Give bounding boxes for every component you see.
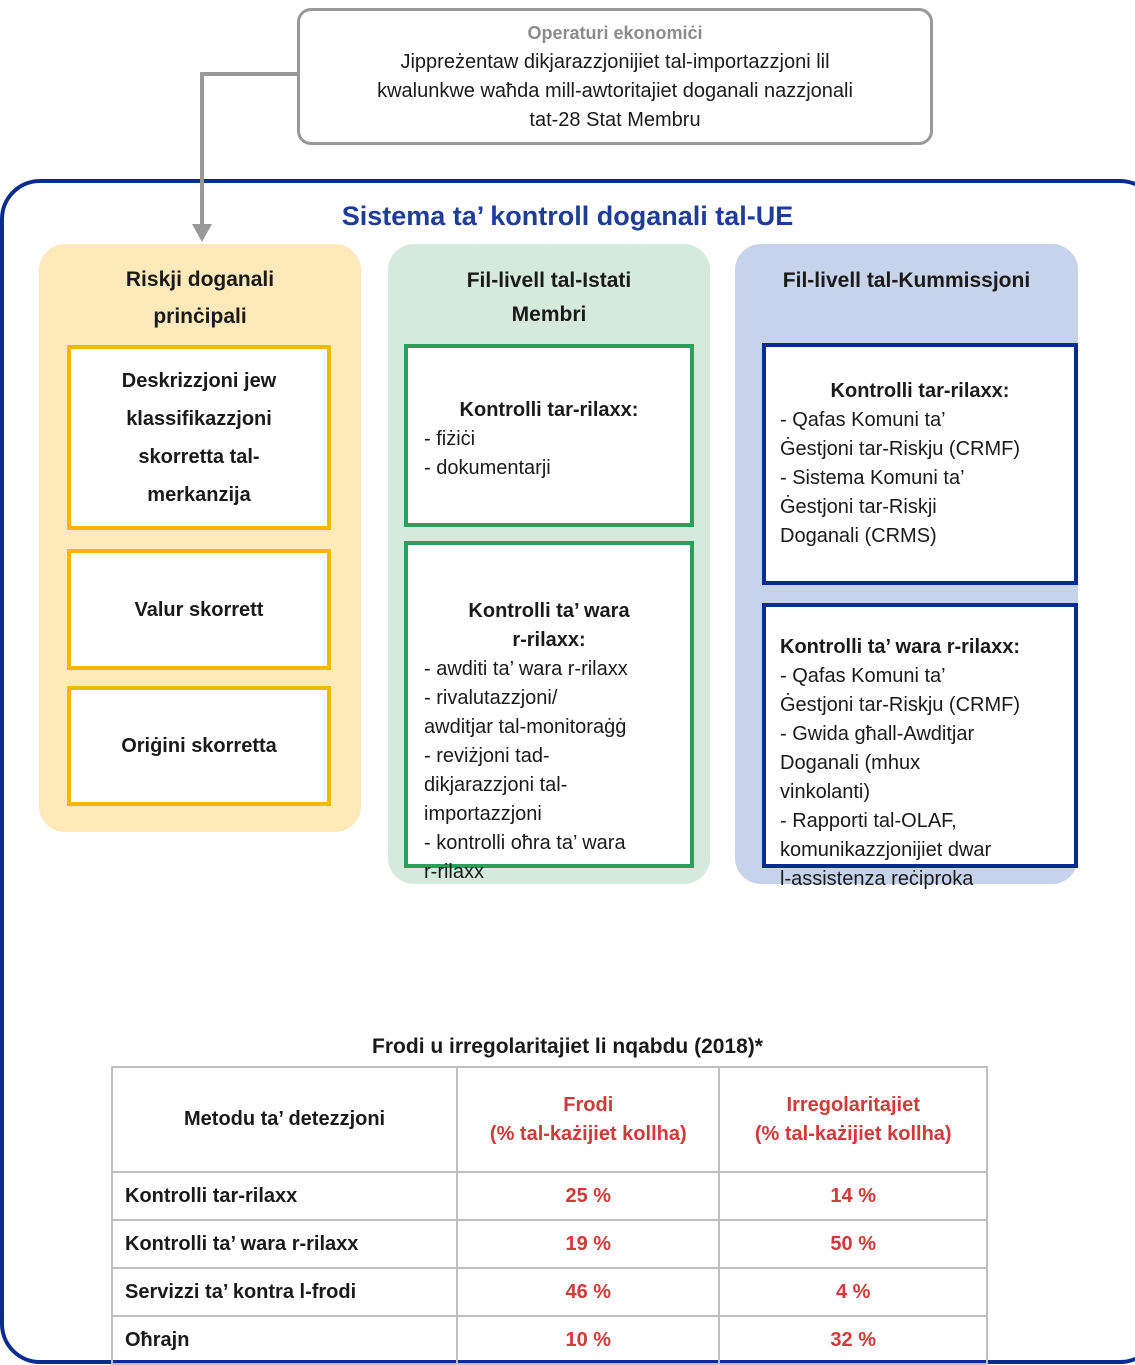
main-risks-heading-line1: Riskji doganali [125,268,275,291]
commission-clearance-controls-card [762,343,1078,585]
operators-box [297,8,933,145]
commission-post-line: - Rapporti tal-OLAF, [780,810,957,832]
detection-table-title: Frodi u irregolaritajiet li nqabdu (2018)* [372,1035,763,1058]
member-states-heading-line2: Membri [511,303,587,326]
risk-origin-label: Oriġini skorretta [121,735,277,757]
row-irregularities-value: 50 % [719,1220,987,1268]
commission-post-line: Doganali (mhux [780,752,921,774]
ms-post-clearance-heading [424,597,690,655]
commission-column [735,244,1078,890]
risk-card-origin [67,686,331,806]
commission-post-line: - Qafas Komuni ta’ [780,665,946,687]
ms-post-line: dikjarazzjoni tal- [424,774,568,796]
ms-clearance-controls-card [404,344,694,527]
main-risks-heading [39,261,361,335]
header-irregularities-line1: Irregolaritajiet [786,1093,920,1116]
header-irregularities [719,1067,987,1172]
ms-post-clearance-controls-card [404,541,694,883]
row-method: Kontrolli ta’ wara r-rilaxx [112,1220,457,1268]
table-header-row [112,1067,987,1172]
commission-post-line: - Gwida għall-Awditjar [780,723,975,745]
header-fraud-line2: (% tal-każijiet kollha) [489,1122,687,1145]
table-row [112,1316,987,1364]
ms-post-line: r-rilaxx [424,861,484,883]
row-fraud-value: 25 % [457,1172,719,1220]
risk-description-line1: Deskrizzjoni jew [121,369,277,392]
commission-post-clearance-heading: Kontrolli ta’ wara r-rilaxx: [780,636,1021,658]
risk-card-value [67,549,331,670]
ms-post-line: - awditi ta’ wara r-rilaxx [424,658,628,680]
ms-post-line: - rivalutazzjoni/ [424,687,558,709]
main-risks-column [39,244,361,832]
ms-post-line: awditjar tal-monitoraġġ [424,716,627,738]
commission-post-line: vinkolanti) [780,781,871,803]
risk-description-line4: merkanzija [147,483,251,506]
ms-clearance-item-documentary: - dokumentarji [424,457,551,479]
operators-text-line3: tat-28 Stat Membru [529,109,701,131]
ms-post-clearance-heading-line2: r-rilaxx: [512,629,586,651]
header-fraud-line1: Frodi [563,1093,614,1116]
risk-description-line2: klassifikazzjoni [126,407,272,430]
row-fraud-value: 10 % [457,1316,719,1364]
commission-post-clearance-controls-card [762,603,1078,890]
row-method: Servizzi ta’ kontra l-frodi [112,1268,457,1316]
ms-post-line: - reviżjoni tad- [424,745,550,767]
risk-description-line3: skorretta tal- [138,445,260,468]
ms-clearance-heading: Kontrolli tar-rilaxx: [459,399,639,421]
row-fraud-value: 46 % [457,1268,719,1316]
header-irregularities-line2: (% tal-każijiet kollha) [754,1122,952,1145]
commission-clearance-line: Doganali (CRMS) [780,525,937,547]
operators-title: Operaturi ekonomiċi [527,23,703,43]
detection-table [111,1066,988,1365]
system-title: Sistema ta’ kontroll doganali tal-UE [341,201,794,231]
row-fraud-value: 19 % [457,1220,719,1268]
commission-clearance-line: - Sistema Komuni ta’ [780,467,965,489]
header-method: Metodu ta’ detezzjoni [112,1067,457,1172]
operators-text-line1: Jippreżentaw dikjarazzjonijiet tal-importazzjoni lil [400,51,830,73]
table-row [112,1220,987,1268]
row-irregularities-value: 4 % [719,1268,987,1316]
table-row [112,1268,987,1316]
member-states-column [388,244,710,884]
ms-post-clearance-heading-line1: Kontrolli ta’ wara [468,600,630,622]
commission-post-line: Ġestjoni tar-Riskju (CRMF) [780,694,1021,716]
commission-post-line: l-assistenza reċiproka [780,868,974,890]
risk-value-label: Valur skorrett [134,598,264,621]
commission-clearance-heading: Kontrolli tar-rilaxx: [830,380,1010,402]
commission-clearance-line: Ġestjoni tar-Riskju (CRMF) [780,438,1021,460]
header-fraud [457,1067,719,1172]
commission-heading: Fil-livell tal-Kummissjoni [782,269,1031,292]
ms-clearance-item-physical: - fiżiċi [424,428,476,450]
commission-clearance-line: Ġestjoni tar-Riskji [780,496,937,518]
member-states-heading [388,264,710,332]
row-method: Oħrajn [112,1316,457,1364]
ms-post-line: - kontrolli oħra ta’ wara [424,832,626,854]
table-row [112,1172,987,1220]
commission-post-line: komunikazzjonijiet dwar [780,839,992,861]
operators-text-line2: kwalunkwe waħda mill-awtoritajiet doganali nazzjonali [377,80,853,102]
row-method: Kontrolli tar-rilaxx [112,1172,457,1220]
risk-card-description [67,345,331,530]
member-states-heading-line1: Fil-livell tal-Istati [466,269,632,292]
row-irregularities-value: 14 % [719,1172,987,1220]
ms-post-line: importazzjoni [424,803,542,825]
commission-clearance-line: - Qafas Komuni ta’ [780,409,946,431]
row-irregularities-value: 32 % [719,1316,987,1364]
main-risks-heading-line2: prinċipali [153,305,247,328]
